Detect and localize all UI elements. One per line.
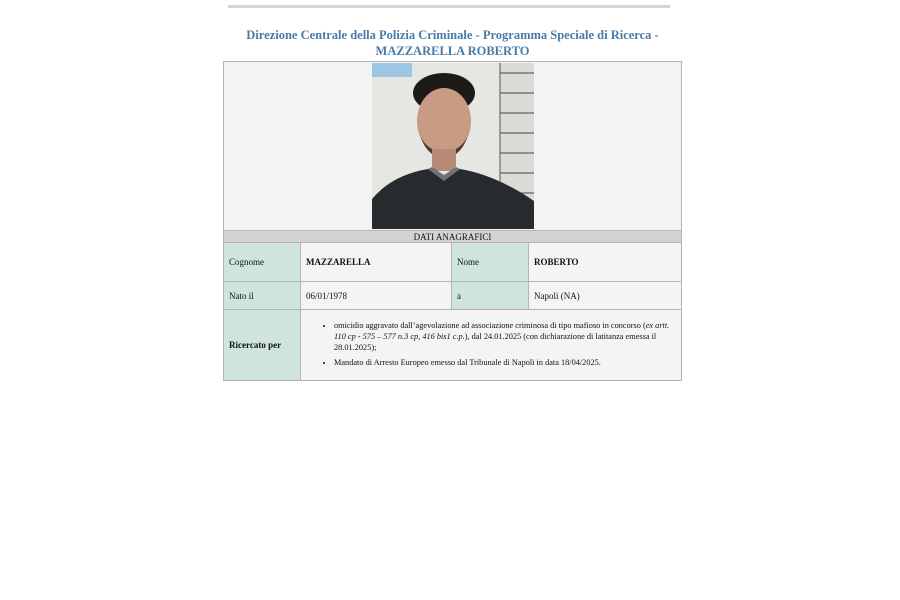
wanted-for-label: Ricercato per [224, 310, 301, 381]
birthdate-label: Nato il [224, 282, 301, 310]
charge-item [334, 357, 676, 368]
charge-2-text: Mandato di Arresto Europeo emesso dal Tribunale di Napoli in data 18/04/2025. [334, 358, 601, 367]
title-line: Direzione Centrale della Polizia Criminale - Programma Speciale di Ricerca - [246, 28, 659, 42]
birthdate-value: 06/01/1978 [301, 282, 452, 310]
cognome-label: Cognome [224, 243, 301, 282]
cognome-value: MAZZARELLA [301, 243, 452, 282]
mugshot-photo [372, 63, 534, 229]
wanted-card [223, 61, 682, 381]
photo-cell [224, 62, 682, 231]
charge-item [334, 320, 676, 353]
charges-list [306, 320, 676, 368]
charge-1-legal-ref: ex artt. 110 cp - 575 – 577 n.3 cp, 416 bis1 c.p. [334, 321, 670, 341]
charge-1-tail: ), dal 24.01.2025 (con dichiarazione di latitanza emessa il 28.01.2025); [334, 332, 657, 352]
wanted-person-name: MAZZARELLA ROBERTO [375, 44, 530, 58]
section-heading: DATI ANAGRAFICI [224, 231, 682, 243]
nome-value: ROBERTO [529, 243, 682, 282]
charge-1-text: omicidio aggravato dall’agevolazione ad associazione criminosa di tipo mafioso in concorso ( [334, 321, 646, 330]
page-title [223, 27, 682, 59]
birthplace-label: a [452, 282, 529, 310]
top-rule [228, 5, 670, 8]
nome-label: Nome [452, 243, 529, 282]
charges-cell [301, 310, 682, 381]
birthplace-value: Napoli (NA) [529, 282, 682, 310]
